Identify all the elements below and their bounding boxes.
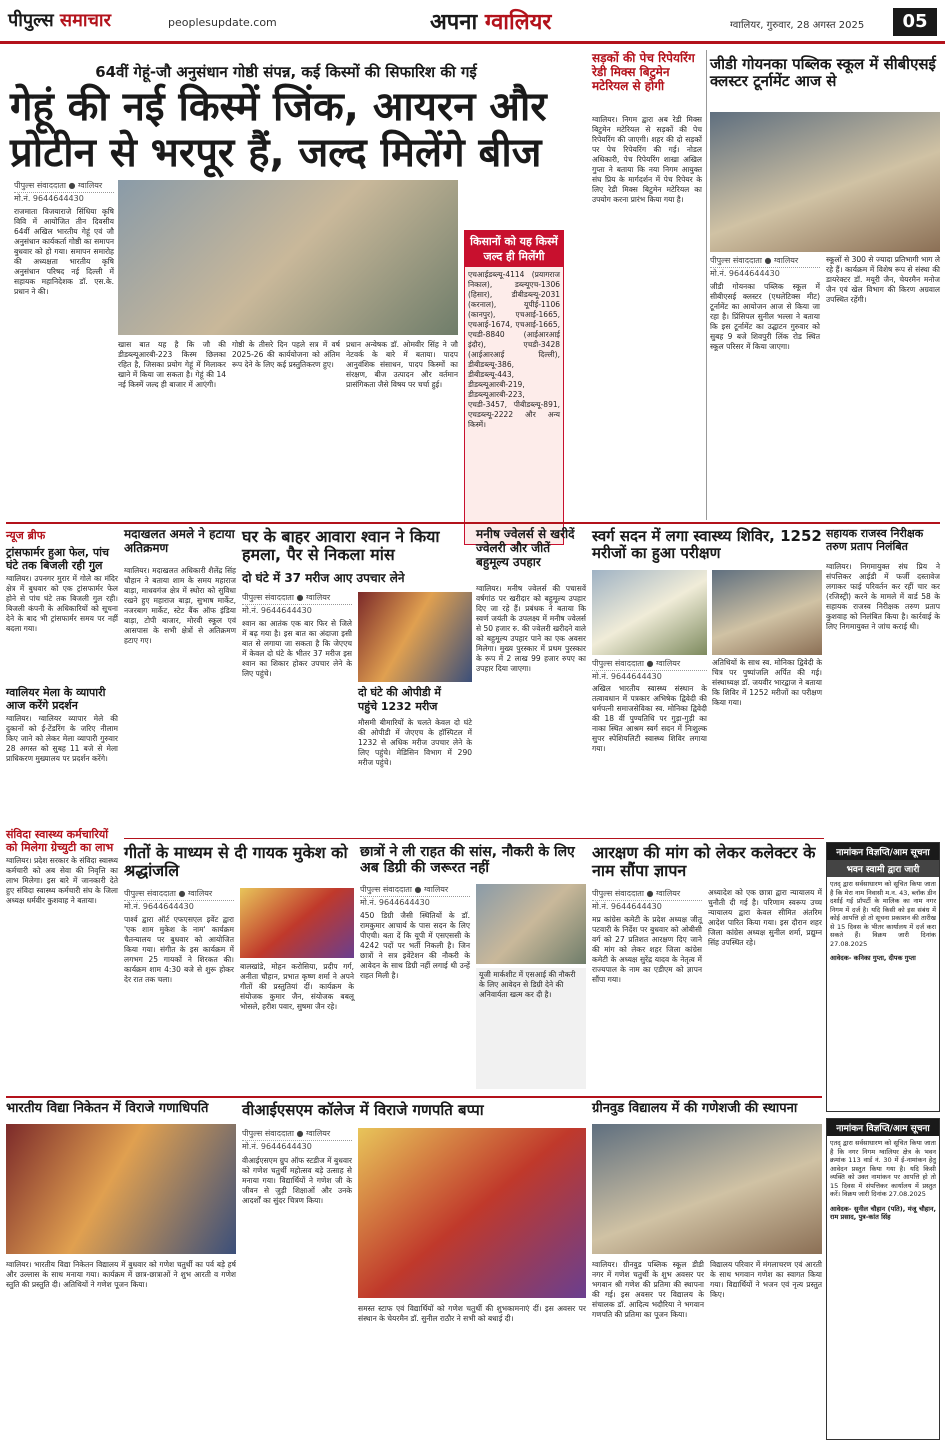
encroach-story — [124, 526, 236, 836]
lead-body-col4: प्रधान अन्वेषक डॉ. ओमवीर सिंह ने जौ नेटवर्क के बारे में बताया। पादप आनुवंशिक संसाधन, पादप किस्मों का संरक्षण, बीज उत्पादन और वर्तमान प्रासंगिकता जैसे विषय पर चर्चा हुई। — [346, 340, 458, 389]
edition-date: ग्वालियर, गुरुवार, 28 अगस्त 2025 — [730, 20, 865, 31]
degree-story — [360, 842, 586, 1092]
opd-caption-2: पहुंचे 1232 मरीज — [358, 700, 438, 713]
public-notice-2-title: नामांकन विज्ञप्ति/आम सूचना — [827, 1119, 939, 1136]
ganesh-school-photo — [6, 1124, 236, 1254]
brief-body-1: ग्वालियर। उपनगर मुरार में गोले का मंदिर क्षेत्र में बुधवार को एक ट्रांसफार्मर फेल होने से पांच घंटे तक बिजली गुल रही। बिजली कंपनी के अधिकारियों को सूचना देने के बाद भी ट्रांसफार्मर समय पर नहीं बदला गया। — [6, 574, 118, 633]
brief-body-3: ग्वालियर। प्रदेश सरकार के संविदा स्वास्थ्य कर्मचारी को अब सेवा की निवृत्ति का लाभ मिलेगा। इस बारे में जानकारी देते हुए संविदा स्वास्थ्य कर्मचारी संघ के जिला अध्यक्ष धर्मवीर कुशवाह ने बताया। — [6, 856, 118, 905]
public-notice-2-sign: आवेदक- सुनील चौहान (पति), मंजू चौहान, राम प्रसाद, पुत्र-कांत सिंह — [830, 1204, 936, 1221]
ganesh-greenwood-headline: ग्रीनवुड विद्यालय में की गणेशजी की स्थापना — [592, 1101, 798, 1116]
lead-phone: मो.नं. 9644644430 — [14, 194, 84, 203]
degree-photo — [476, 884, 586, 964]
dog-attack-headline: घर के बाहर आवारा श्वान ने किया हमला, पैर से निकला मांस — [242, 527, 440, 565]
health-camp-photo-2 — [712, 570, 822, 655]
public-notice-1-sign: आवेदक- कनिका गुप्ता, दीपक गुप्ता — [830, 954, 916, 962]
reservation-body-2: अध्यादेश को एक छात्रा द्वारा न्यायालय में चुनौती दी गई है। परिणाम स्वरूप उच्च न्यायालय द्वारा केवल सीमित अंतरिम आदेश पारित किया गया। इस दौरान शहर जिला कांग्रेस अध्यक्ष सुनील शर्मा, प्रद्युम्न सिंह उपस्थित रहे। — [708, 888, 822, 947]
varieties-box — [464, 230, 564, 545]
brief-headline-2: ग्वालियर मेला के व्यापारी आज करेंगे प्रदर्शन — [6, 686, 106, 712]
bitumen-story — [592, 50, 702, 520]
ganesh-greenwood-body: ग्वालियर। ग्रीनवुड पब्लिक स्कूल डीडी नगर में गणेश चतुर्थी के शुभ अवसर पर भगवान श्री गणेश की प्रतिमा की स्थापना की गई। इस अवसर पर विद्यालय के संचालक डॉ. आदित्य भदौरिया ने भगवान गणपति की प्रतिमा का पूजन किया। — [592, 1260, 704, 1319]
health-camp-body: अखिल भारतीय स्वास्थ्य संस्थान के तत्वावधान में पत्रकार अभिषेक द्विवेदी की धर्मपत्नी समाजसेविका स्व. मोनिका द्विवेदी की 18 वीं पुण्यतिथि पर गुड़ा-गुड़ी का नाका स्थित आश्रम स्वर्ग सदन में निःशुल्क सुपर स्पेशियलिटी स्वास्थ्य शिविर लगाया गया। — [592, 684, 707, 753]
column-rule — [706, 50, 707, 520]
dog-attack-phone: मो.नं. 9644644430 — [242, 606, 312, 615]
lead-body-col1: राजमाता विजयाराजे सिंधिया कृषि विवि में आयोजित तीन दिवसीय 64वीं अखिल भारतीय गेहूं एवं जौ अनुसंधान कार्यकर्ता गोष्ठी का समापन बुधवार को हो गया। समापन समारोह की अध्यक्षता भारतीय कृषि अनुसंधान परिषद नई दिल्ली में सहायक महानिदेशक डॉ. एस.के. प्रधान ने की। — [14, 207, 114, 296]
reservation-byline: पीपुल्स संवाददाता ● ग्वालियर — [592, 888, 702, 901]
ganesh-college-phone: मो.नं. 9644644430 — [242, 1142, 312, 1151]
brief-headline-1: ट्रांसफार्मर हुआ फेल, पांच घंटे तक बिजली रही गुल — [6, 546, 110, 572]
dog-attack-photo — [358, 592, 472, 682]
brief-headline-3: संविदा स्वास्थ्य कर्मचारियों को मिलेगा ग्रेच्युटी का लाभ — [6, 828, 114, 854]
ganesh-school-body: ग्वालियर। भारतीय विद्या निकेतन विद्यालय में बुधवार को गणेश चतुर्थी का पर्व बड़े हर्ष और उल्लास के साथ मनाया गया। कार्यक्रम में छात्र-छात्राओं ने शुभ आरती व गणेश स्तुति की प्रस्तुति दी। अतिथियों ने गणेश पूजन किया। — [6, 1260, 236, 1289]
brief-body-2: ग्वालियर। ग्वालियर व्यापार मेले की दुकानों को ई-टेंडरिंग के जरिए नीलाम किए जाने को लेकर मेला व्यापारी गुरुवार 28 अगस्त को सुबह 11 बजे से मेला प्राधिकरण मुख्यालय पर प्रदर्शन करेंगे। — [6, 714, 118, 763]
jewellers-headline: मनीष ज्वेलर्स से खरीदें ज्वेलरी और जीतें बहुमूल्य उपहार — [476, 527, 575, 569]
ganesh-greenwood-body-2: विद्यालय परिवार में मंगलाचरण एवं आरती के साथ भगवान गणेश का स्वागत किया गया। विद्यार्थियों ने भजन एवं नृत्य प्रस्तुत किए। — [710, 1260, 822, 1299]
singer-tribute-body-2: बालखांडे, मोहन करोसिया, प्रदीप गर्ग, अनीता चौहान, प्रभात कृष्ण शर्मा ने अपने गीतों की प्रस्तुतियां दीं। कार्यक्रम के संयोजक कुमार जैन, संयोजक बबलू भोसले, हरीश पवार, सुषमा जैन रहे। — [240, 962, 354, 1011]
singer-tribute-body: पार्श्व द्वारा ऑर्ट एफएसएल इवेंट द्वारा 'एक शाम मुकेश के नाम' कार्यक्रम चैतन्यालय पर बुधवार को आयोजित किया गया। संगीत के इस कार्यक्रम में लगभग 25 गायकों ने शिरकत की। कार्यक्रम शाम 4:30 बजे से शुरू होकर देर रात तक चला। — [124, 915, 234, 984]
degree-byline: पीपुल्स संवाददाता ● ग्वालियर — [360, 884, 470, 897]
lead-body-col3: गोष्ठी के तीसरे दिन पहले सत्र में वर्ष 2025-26 की कार्ययोजना को अंतिम रूप देने के लिए कई प्रस्तुतिकरण हुए। — [232, 340, 340, 369]
dog-attack-byline: पीपुल्स संवाददाता ● ग्वालियर — [242, 592, 352, 605]
newspaper-logo: पीपुल्स समाचार — [8, 10, 111, 31]
masthead — [0, 0, 945, 44]
section-divider-3 — [6, 1096, 822, 1098]
public-notice-1-body: एतद् द्वारा सर्वसाधारण को सूचित किया जाता है कि मेरा नाम निवासी म.न. 43, ब्लॉक डीन दर्शाई गई प्रॉपर्टी के मालिक का नाम नगर निगम में दर्ज है। यदि किसी को इस संबंध में कोई आपत्ति हो तो सूचना प्रकाशन की तारीख से 15 दिवस के भीतर कार्यालय में दर्ज करा सकते हैं। विक्रय जारी दिनांक 27.08.2025 — [830, 880, 936, 948]
goenka-headline: जीडी गोयनका पब्लिक स्कूल में सीबीएसई क्लस्टर टूर्नामेंट आज से — [710, 55, 936, 91]
goenka-byline: पीपुल्स संवाददाता ● ग्वालियर — [710, 255, 820, 268]
assistant-suspended-body: ग्वालियर। निगमायुक्त संघ प्रिय ने संपत्तिकर आईडी में फर्जी दस्तावेज लगाकर फाई परिवर्तन कर रहीं चार कर (रजिस्ट्री) करने के मामले में वार्ड 58 के सहायक राजस्व निरीक्षक तरुण प्रताप कुशवाह को निलंबित किया है। कार्रवाई के लिए निगमायुक्त ने जांच कराई थी। — [826, 562, 940, 631]
degree-caption: यूजी मार्कशीट में एसआई की नौकरी के लिए आवेदन से डिग्री देने की अनिवार्यता खत्म कर दी है। — [476, 968, 586, 1089]
public-notice-1 — [826, 842, 940, 1112]
section-divider — [6, 522, 940, 524]
jewellers-body: ग्वालियर। मनीष ज्वेलर्स की पचासवें वर्षगांठ पर खरीदार को बहुमूल्य उपहार दिए जा रहे हैं। प्रबंधक ने बताया कि स्वर्ण जयंती के उपलक्ष्य में मनीष ज्वेलर्स से 50 हजार रु. की ज्वेलरी खरीदने वाले को बहुमूल्य उपहार पाने का एक अवसर मिलेगा। मुख्य पुरस्कार में प्रथम पुरस्कार के रूप में 2 लाख 99 हजार रुपए का उपहार दिया जाएगा। — [476, 584, 586, 673]
bitumen-body: ग्वालियर। निगम द्वारा अब रेडी मिक्स बिटुमेन मटेरियल से सड़कों की पेच रिपेयरिंग की जाएगी। शहर की दो सड़कों पर पेच रिपेयरिंग की गई। नोडल अधिकारी, पेच रिपेयरिंग शाखा अखिल गुप्ता ने बताया कि नया निगम आयुक्त संघ प्रिय के मार्गदर्शन में पेच रिपेयर के लिए रेडी मिक्स बिटुमेन मटेरियल का उपयोग करना प्रारंभ किया गया है। — [592, 115, 702, 204]
jewellers-story — [476, 526, 586, 836]
assistant-suspended-story — [826, 526, 940, 836]
reservation-body: मप्र कांग्रेस कमेटी के प्रदेश अध्यक्ष जीतू पटवारी के निर्देश पर बुधवार को ओबीसी वर्ग को 27 प्रतिशत आरक्षण दिए जाने की मांग को लेकर शहर जिला कांग्रेस कमेटी के अध्यक्ष सुरेंद्र यादव के नेतृत्व में राज्यपाल के नाम का एडीएम को ज्ञापन सौंपा गया। — [592, 915, 702, 984]
ganesh-school-headline: भारतीय विद्या निकेतन में विराजे गणाधिपति — [6, 1101, 209, 1116]
lead-headline-1: गेहूं की नई किस्में जिंक, आयरन और — [10, 84, 547, 130]
ganesh-greenwood-photo — [592, 1124, 822, 1254]
ganesh-college-photo — [358, 1128, 586, 1298]
dog-attack-subhead: दो घंटे में 37 मरीज आए उपचार लेने — [242, 571, 405, 585]
singer-tribute-story — [124, 842, 354, 1092]
dog-attack-story — [242, 526, 472, 836]
health-camp-phone: मो.नं. 9644644430 — [592, 672, 662, 681]
goenka-phone: मो.नं. 9644644430 — [710, 269, 780, 278]
health-camp-headline: स्वर्ग सदन में लगा स्वास्थ्य शिविर, 1252 मरीजों का हुआ परीक्षण — [592, 527, 822, 563]
lead-body-col2: खास बात यह है कि जौ की डीडब्ल्यूआरबी-223 किस्म छिलका रहित है, जिसका प्रयोग गेहूं में मिलाकर खाने में किया जा सकता है। गेहूं की 14 नई किस्में जल्द ही बाजार में आएंगी। — [118, 340, 226, 389]
reservation-phone: मो.नं. 9644644430 — [592, 902, 662, 911]
public-notice-1-title: नामांकन विज्ञप्ति/आम सूचना — [827, 843, 939, 860]
ganesh-greenwood-story — [592, 1100, 822, 1440]
ganesh-college-body-2: समस्त स्टाफ एवं विद्यार्थियों को गणेश चतुर्थी की शुभकामनाएं दीं। इस अवसर पर संस्थान के चेयरमैन डॉ. सुनील राठौर ने सभी को बधाई दी। — [358, 1304, 586, 1323]
ganesh-school-story — [6, 1100, 236, 1440]
opd-caption-1: दो घंटे की ओपीडी में — [358, 686, 442, 699]
varieties-box-body: एचआईडब्ल्यू-4114 (प्रयागराज निकाल), डब्ल्यूएच-1306 (हिसार), डीबीडब्ल्यू-2031 (करनाल), यूपीई-1106 (कानपुर), एचआई-1665, एचआई-1674, एचआई-1665, एचडी-8840 (आईआरआई इंदौर), एचडी-3428 (आईआरआई दिल्ली), डीबीडब्ल्यू-386, डीबीडब्ल्यू-443, डीडब्ल्यूआरबी-219, डीडब्ल्यूआरबी-223, एचडी-3457, पीबीडब्ल्यू-891, एचडब्ल्यू-2222 और अन्य किस्में। — [468, 270, 560, 429]
health-camp-body-2: अतिथियों के साथ स्व. मोनिका द्विवेदी के चित्र पर पुष्पांजलि अर्पित की गई। संस्थाध्यक्ष डॉ. जयवीर भारद्वाज ने बताया कि शिविर में 1252 मरीजों का परीक्षण किया गया। — [712, 658, 822, 707]
assistant-suspended-headline: सहायक राजस्व निरीक्षक तरुण प्रताप निलंबित — [826, 527, 924, 553]
health-camp-story — [592, 526, 822, 836]
lead-kicker: 64वीं गेहूं-जौ अनुसंधान गोष्ठी संपन्न, कई किस्मों की सिफारिश की गई — [95, 63, 477, 81]
ganesh-college-story — [242, 1100, 586, 1440]
section-title: अपना ग्वालियर — [430, 10, 552, 35]
goenka-story — [710, 50, 940, 520]
degree-body: 450 डिग्री जैसी स्थितियों के डॉ. रामकुमार आचार्य के पास सदन के लिए पीएची। बता दें कि यूपी में एसएससी के 4242 पदों पर भर्ती निकली है। जिन छात्रों ने सत्र इवेंटेशन की नौकरी के आवेदन के साथ डिग्री नहीं लगाई थी उन्हें राहत मिली है। — [360, 911, 470, 980]
singer-tribute-phone: मो.नं. 9644644430 — [124, 902, 194, 911]
lead-photo — [118, 180, 458, 335]
health-camp-photo — [592, 570, 707, 655]
varieties-box-title: किसानों को यह किस्में जल्द ही मिलेंगी — [465, 231, 563, 267]
goenka-body-col2: स्कूलों से 300 से ज्यादा प्रतिभागी भाग ले रहे हैं। कार्यक्रम में विशेष रूप से संस्था की डायरेक्टर डॉ. मयूरी जैन, चेयरमैन मनोज जैन एवं खेल विभाग की किरण अग्रवाल उपस्थित रहेंगी। — [826, 255, 940, 304]
dog-attack-body-2: मौसमी बीमारियों के चलते केवल दो घंटे की ओपीडी में जेएएच के हॉस्पिटल में 1232 से अधिक मरीज उपचार लेने के लिए पहुंचे। मेडिसिन विभाग में 290 मरीज पहुंचे। — [358, 718, 472, 767]
dog-attack-body: श्वान का आतंक एक बार फिर से जिले में बढ़ गया है। इस बात का अंदाजा इसी बात से लगाया जा सकता है कि जेएएच में केवल दो घंटे के भीतर 37 मरीज इस श्वान का शिकार होकर उपचार लेने के लिए पहुंचे। — [242, 619, 352, 678]
news-brief-label: न्यूज ब्रीफ — [6, 529, 46, 542]
bitumen-headline: सड़कों की पेच रिपेयरिंग रेडी मिक्स बिटुमेन मटेरियल से होगी — [592, 51, 695, 93]
encroach-body: ग्वालियर। मदाखलत अधिकारी शैलेंद्र सिंह चौहान ने बताया शाम के समय महाराज बाड़ा, माधवगंज क्षेत्र में स्थोरा को सुविधा रखने हुए महाराज बाड़ा, सुभाष मार्केट, नजरबाग मार्केट, स्टेट बैंक ऑफ इंडिया बाड़ा, टोपी बाजार, मोरवी स्कूल एवं आसपास के सभी क्षेत्रों से अतिक्रमण हटाए गए। — [124, 566, 236, 645]
ganesh-college-headline: वीआईएसएम कॉलेज में विराजे गणपति बप्पा — [242, 1101, 484, 1119]
reservation-headline: आरक्षण की मांग को लेकर कलेक्टर के नाम सौंपा ज्ञापन — [592, 843, 816, 881]
lead-byline: पीपुल्स संवाददाता ● ग्वालियर — [14, 180, 114, 193]
lead-story — [6, 50, 566, 550]
singer-tribute-byline: पीपुल्स संवाददाता ● ग्वालियर — [124, 888, 234, 901]
ganesh-college-body: वीआईएसएम ग्रुप ऑफ स्टडीज में बुधवार को गणेश चतुर्थी महोत्सव बड़े उत्साह से मनाया गया। विद्यार्थियों ने गणेश जी के जीवन से जुड़ी शिक्षाओं और उनके आदर्शों का सुंदर चित्रण किया। — [242, 1156, 352, 1205]
news-brief — [6, 526, 118, 866]
goenka-body-col1: जीडी गोयनका पब्लिक स्कूल में सीबीएसई क्लस्टर (एथलेटिक्स मीट) टूर्नामेंट का आयोजन आज से किया जा रहा है। प्रिंसिपल सुनील भल्ला ने बताया कि इस टूर्नामेंट का उद्घाटन गुरुवार को सुबह 9 बजे शिवपुरी लिंक रोड स्थित स्कूल परिसर में किया जाएगा। — [710, 282, 820, 351]
degree-phone: मो.नं. 9644644430 — [360, 898, 430, 907]
degree-headline: छात्रों ने ली राहत की सांस, नौकरी के लिए अब डिग्री की जरूरत नहीं — [360, 844, 575, 877]
page-number: 05 — [893, 8, 937, 36]
website-link[interactable]: peoplesupdate.com — [168, 16, 277, 29]
lead-headline-2: प्रोटीन से भरपूर हैं, जल्द मिलेंगे बीज — [10, 130, 542, 176]
health-camp-byline: पीपुल्स संवाददाता ● ग्वालियर — [592, 658, 707, 671]
reservation-story — [592, 842, 822, 1092]
public-notice-2-body: एतद् द्वारा सर्वसाधारण को सूचित किया जाता है कि नगर निगम ग्वालियर क्षेत्र के भवन क्रमांक 113 वार्ड नं. 30 में ई-नामांकन हेतु आवेदन प्रस्तुत किया गया है। यदि किसी व्यक्ति को उक्त नामांकन पर आपत्ति हो तो 15 दिवस में संपत्तिकर कार्यालय में प्रस्तुत करें। विक्रय जारी दिनांक 27.08.2025 — [830, 1139, 936, 1198]
public-notice-2 — [826, 1118, 940, 1440]
singer-tribute-headline: गीतों के माध्यम से दी गायक मुकेश को श्रद्धांजलि — [124, 843, 348, 881]
goenka-photo — [710, 112, 940, 252]
singer-tribute-photo — [240, 888, 354, 958]
encroach-headline: मदाखलत अमले ने हटाया अतिक्रमण — [124, 527, 235, 555]
section-divider-2 — [124, 838, 824, 839]
public-notice-1-subtitle: भवन स्वामी द्वारा जारी — [827, 860, 939, 877]
ganesh-college-byline: पीपुल्स संवाददाता ● ग्वालियर — [242, 1128, 352, 1141]
